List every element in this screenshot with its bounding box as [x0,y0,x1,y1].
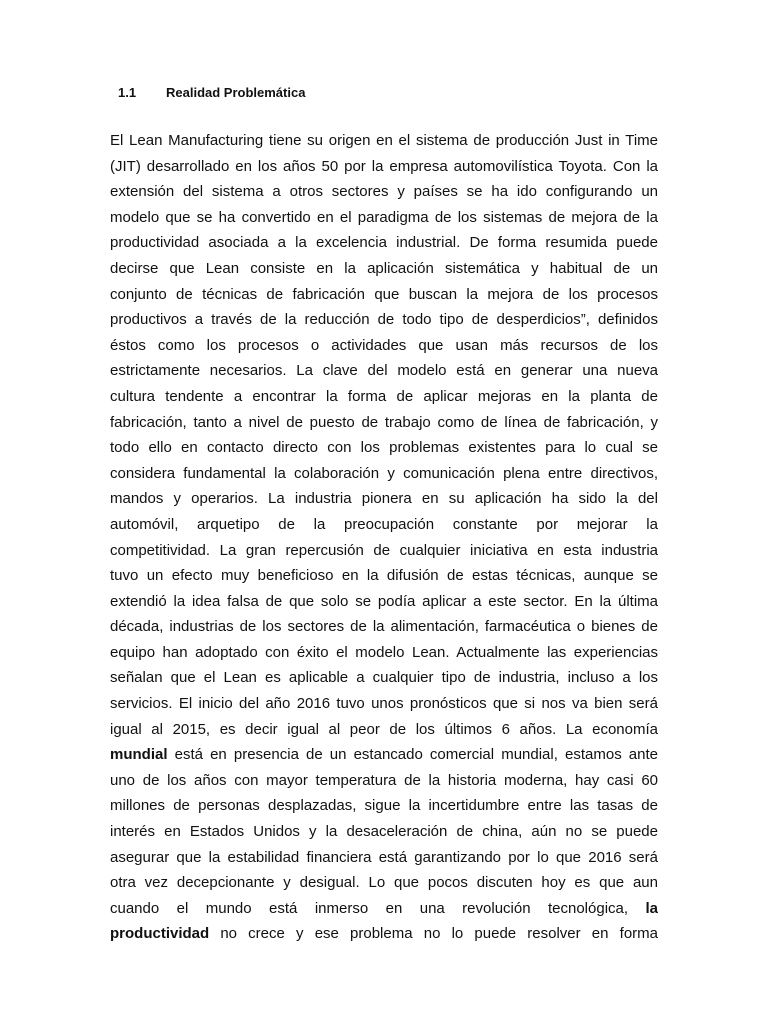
text-run: cuando el mundo está inmerso en una revolución tecnológica, [110,899,646,917]
text-run: fabricación, tanto a nivel de puesto de trabajo como de línea de fabricación, y [110,413,658,431]
text-run: productividad asociada a la excelencia industrial. De forma resumida puede [110,234,658,252]
text-run: década, industrias de los sectores de la alimentación, farmacéutica o bienes de [110,618,658,636]
paragraph-line [110,742,658,768]
text-run: automóvil, arquetipo de la preocupación constante por mejorar la [110,515,658,533]
text-run: uno de los años con mayor temperatura de la historia moderna, hay casi 60 [110,771,658,789]
text-run: asegurar que la estabilidad financiera está garantizando por lo que 2016 será [110,848,658,866]
text-run: El Lean Manufacturing tiene su origen en el sistema de producción Just in Time [110,132,658,149]
text-run: extendió la idea falsa de que solo se podía aplicar a este sector. En la última [110,592,658,610]
text-run: servicios. El inicio del año 2016 tuvo unos pronósticos que si nos va bien será [110,695,658,713]
paragraph-line [110,205,658,231]
paragraph-line [110,410,658,436]
text-run: considera fundamental la colaboración y comunicación plena entre directivos, [110,464,658,482]
paragraph-line [110,640,658,666]
paragraph-line [110,461,658,487]
paragraph-line [110,845,658,871]
section-heading [118,85,305,100]
paragraph-line [110,486,658,512]
text-run: igual al 2015, es decir igual al peor de los últimos 6 años. La economía [110,720,658,738]
text-run: otra vez decepcionante y desigual. Lo que pocos discuten hoy es que aun [110,874,658,892]
text-run: señalan que el Lean es aplicable a cualquier tipo de industria, incluso a los [110,669,658,687]
paragraph-line [110,179,658,205]
paragraph-line [110,768,658,794]
paragraph-line [110,435,658,461]
paragraph-line [110,230,658,256]
text-run: no crece y ese problema no lo puede resolver en forma [209,925,658,943]
text-run: mandos y operarios. La industria pionera en su aplicación ha sido la del [110,490,658,508]
bold-text: mundial [110,746,168,764]
text-run: tuvo un efecto muy beneficioso en la difusión de estas técnicas, aunque se [110,567,658,585]
paragraph-line [110,589,658,615]
paragraph-line [110,358,658,384]
text-run: modelo que se ha convertido en el paradigma de los sistemas de mejora de la [110,208,658,226]
paragraph-line [110,819,658,845]
text-run: éstos como los procesos o actividades que usan más recursos de los [110,336,658,354]
paragraph-line [110,538,658,564]
section-number: 1.1 [118,85,137,100]
text-run: está en presencia de un estancado comercial mundial, estamos ante [167,746,658,764]
paragraph-line [110,896,658,922]
text-run: (JIT) desarrollado en los años 50 por la empresa automovilística Toyota. Con la [110,157,658,175]
paragraph-line [110,717,658,743]
paragraph-line [110,921,658,947]
paragraph-line [110,614,658,640]
paragraph-line [110,563,658,589]
bold-text: productividad [110,925,210,943]
text-run: millones de personas desplazadas, sigue la incertidumbre entre las tasas de [110,797,658,815]
text-run: productivos a través de la reducción de todo tipo de desperdicios”, definidos [110,311,658,329]
paragraph-line [110,256,658,282]
text-run: conjunto de técnicas de fabricación que buscan la mejora de los procesos [110,285,658,303]
paragraph-line [110,793,658,819]
paragraph-line [110,128,658,154]
paragraph-line [110,333,658,359]
paragraph-line [110,282,658,308]
text-run: estrictamente necesarios. La clave del modelo está en generar una nueva [110,362,658,380]
paragraph-line [110,870,658,896]
text-run: extensión del sistema a otros sectores y países se ha ido configurando un [110,183,658,201]
text-run: competitividad. La gran repercusión de cualquier iniciativa en esta industria [110,541,658,559]
section-title: Realidad Problemática [166,85,306,100]
paragraph-line [110,665,658,691]
text-run: equipo han adoptado con éxito el modelo Lean. Actualmente las experiencias [110,643,658,661]
paragraph-line [110,154,658,180]
paragraph-line [110,307,658,333]
body-paragraph [110,128,658,947]
text-run: interés en Estados Unidos y la desaceleración de china, aún no se puede [110,823,658,841]
text-run: decirse que Lean consiste en la aplicación sistemática y habitual de un [110,259,658,277]
text-run: cultura tendente a encontrar la forma de aplicar mejoras en la planta de [110,387,658,405]
paragraph-line [110,512,658,538]
paragraph-line [110,384,658,410]
paragraph-line [110,691,658,717]
text-run: todo ello en contacto directo con los problemas existentes para lo cual se [110,439,658,457]
bold-text: la [645,899,658,917]
